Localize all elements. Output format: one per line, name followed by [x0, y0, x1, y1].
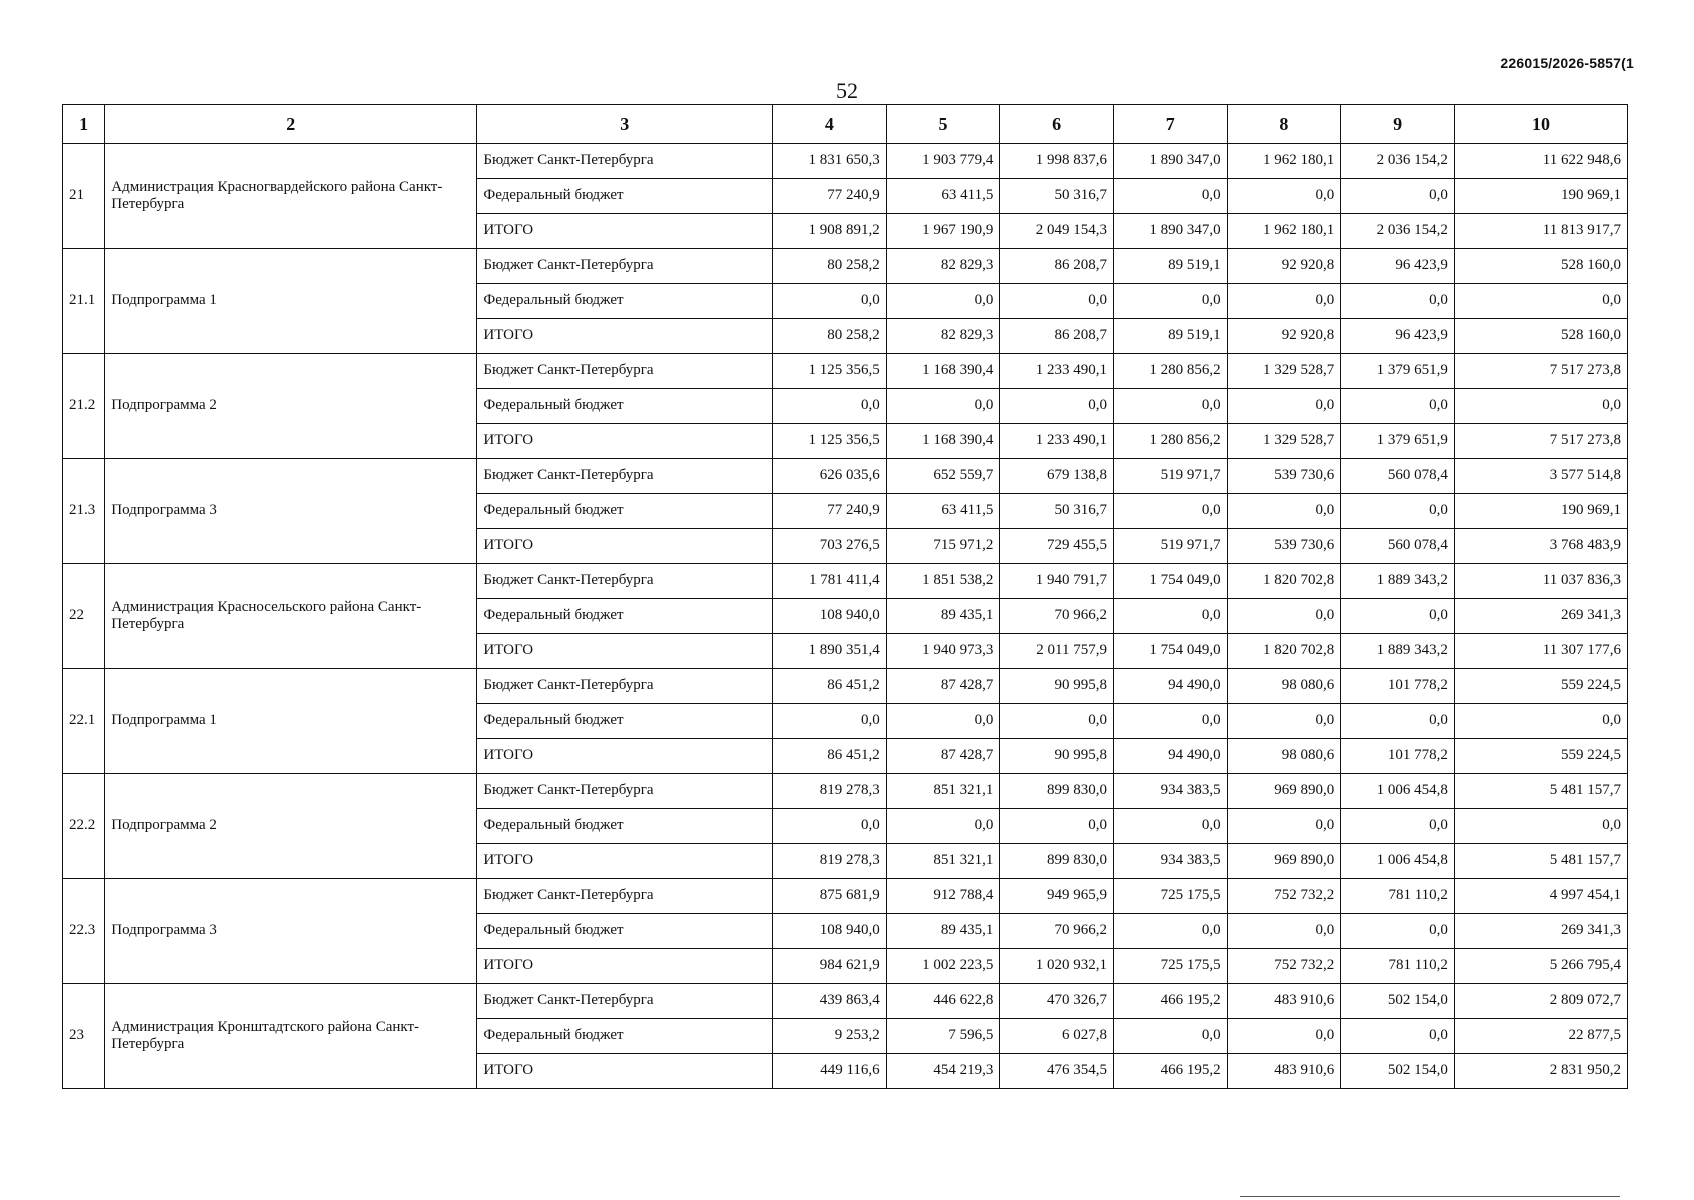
value-cell: 90 995,8 — [1000, 739, 1114, 774]
value-cell: 0,0 — [1113, 1019, 1227, 1054]
table-row — [63, 459, 1628, 494]
table-row — [63, 144, 1628, 179]
value-cell: 50 316,7 — [1000, 494, 1114, 529]
value-cell: 11 307 177,6 — [1454, 634, 1627, 669]
value-cell: 0,0 — [1227, 914, 1341, 949]
value-cell: 0,0 — [1227, 704, 1341, 739]
value-cell: 11 622 948,6 — [1454, 144, 1627, 179]
value-cell: 190 969,1 — [1454, 179, 1627, 214]
value-cell: 819 278,3 — [773, 774, 887, 809]
value-cell: 1 889 343,2 — [1341, 564, 1455, 599]
value-cell: 11 037 836,3 — [1454, 564, 1627, 599]
value-cell: 528 160,0 — [1454, 249, 1627, 284]
value-cell: 108 940,0 — [773, 599, 887, 634]
table-row — [63, 249, 1628, 284]
value-cell: 0,0 — [1113, 179, 1227, 214]
column-header: 6 — [1000, 105, 1114, 144]
value-cell: 269 341,3 — [1454, 599, 1627, 634]
row-name-cell: Подпрограмма 3 — [105, 459, 477, 564]
funding-source-cell: ИТОГО — [477, 844, 773, 879]
value-cell: 1 020 932,1 — [1000, 949, 1114, 984]
value-cell: 77 240,9 — [773, 179, 887, 214]
value-cell: 2 036 154,2 — [1341, 214, 1455, 249]
value-cell: 5 481 157,7 — [1454, 774, 1627, 809]
value-cell: 92 920,8 — [1227, 319, 1341, 354]
value-cell: 90 995,8 — [1000, 669, 1114, 704]
value-cell: 1 962 180,1 — [1227, 144, 1341, 179]
value-cell: 1 781 411,4 — [773, 564, 887, 599]
value-cell: 1 851 538,2 — [886, 564, 1000, 599]
value-cell: 470 326,7 — [1000, 984, 1114, 1019]
funding-source-cell: Федеральный бюджет — [477, 284, 773, 319]
value-cell: 0,0 — [1000, 809, 1114, 844]
funding-source-cell: ИТОГО — [477, 424, 773, 459]
value-cell: 70 966,2 — [1000, 914, 1114, 949]
value-cell: 899 830,0 — [1000, 844, 1114, 879]
value-cell: 0,0 — [773, 389, 887, 424]
budget-table — [62, 104, 1628, 1089]
value-cell: 98 080,6 — [1227, 669, 1341, 704]
funding-source-cell: Бюджет Санкт-Петербурга — [477, 459, 773, 494]
funding-source-cell: Федеральный бюджет — [477, 914, 773, 949]
value-cell: 559 224,5 — [1454, 739, 1627, 774]
value-cell: 539 730,6 — [1227, 529, 1341, 564]
value-cell: 1 890 351,4 — [773, 634, 887, 669]
value-cell: 86 451,2 — [773, 739, 887, 774]
value-cell: 1 754 049,0 — [1113, 564, 1227, 599]
value-cell: 1 967 190,9 — [886, 214, 1000, 249]
value-cell: 86 208,7 — [1000, 319, 1114, 354]
value-cell: 1 233 490,1 — [1000, 424, 1114, 459]
value-cell: 0,0 — [1113, 599, 1227, 634]
column-header: 10 — [1454, 105, 1627, 144]
value-cell: 3 768 483,9 — [1454, 529, 1627, 564]
value-cell: 715 971,2 — [886, 529, 1000, 564]
row-name-cell: Подпрограмма 2 — [105, 354, 477, 459]
value-cell: 9 253,2 — [773, 1019, 887, 1054]
table-row — [63, 774, 1628, 809]
value-cell: 101 778,2 — [1341, 739, 1455, 774]
value-cell: 87 428,7 — [886, 739, 1000, 774]
value-cell: 1 280 856,2 — [1113, 354, 1227, 389]
value-cell: 559 224,5 — [1454, 669, 1627, 704]
value-cell: 1 890 347,0 — [1113, 214, 1227, 249]
table-header-row — [63, 105, 1628, 144]
value-cell: 725 175,5 — [1113, 949, 1227, 984]
value-cell: 94 490,0 — [1113, 739, 1227, 774]
value-cell: 851 321,1 — [886, 844, 1000, 879]
funding-source-cell: Бюджет Санкт-Петербурга — [477, 249, 773, 284]
value-cell: 703 276,5 — [773, 529, 887, 564]
value-cell: 63 411,5 — [886, 179, 1000, 214]
value-cell: 729 455,5 — [1000, 529, 1114, 564]
value-cell: 70 966,2 — [1000, 599, 1114, 634]
value-cell: 1 820 702,8 — [1227, 564, 1341, 599]
funding-source-cell: ИТОГО — [477, 739, 773, 774]
value-cell: 82 829,3 — [886, 249, 1000, 284]
value-cell: 652 559,7 — [886, 459, 1000, 494]
value-cell: 0,0 — [1227, 179, 1341, 214]
value-cell: 50 316,7 — [1000, 179, 1114, 214]
value-cell: 560 078,4 — [1341, 529, 1455, 564]
funding-source-cell: Федеральный бюджет — [477, 704, 773, 739]
value-cell: 0,0 — [1000, 284, 1114, 319]
value-cell: 851 321,1 — [886, 774, 1000, 809]
value-cell: 87 428,7 — [886, 669, 1000, 704]
value-cell: 454 219,3 — [886, 1054, 1000, 1089]
value-cell: 1 125 356,5 — [773, 354, 887, 389]
value-cell: 0,0 — [1113, 284, 1227, 319]
value-cell: 89 519,1 — [1113, 249, 1227, 284]
value-cell: 0,0 — [1341, 1019, 1455, 1054]
value-cell: 63 411,5 — [886, 494, 1000, 529]
value-cell: 80 258,2 — [773, 319, 887, 354]
value-cell: 875 681,9 — [773, 879, 887, 914]
value-cell: 22 877,5 — [1454, 1019, 1627, 1054]
value-cell: 483 910,6 — [1227, 1054, 1341, 1089]
value-cell: 2 831 950,2 — [1454, 1054, 1627, 1089]
value-cell: 1 002 223,5 — [886, 949, 1000, 984]
value-cell: 2 049 154,3 — [1000, 214, 1114, 249]
value-cell: 96 423,9 — [1341, 249, 1455, 284]
value-cell: 1 820 702,8 — [1227, 634, 1341, 669]
value-cell: 1 125 356,5 — [773, 424, 887, 459]
row-number-cell: 22 — [63, 564, 105, 669]
value-cell: 2 011 757,9 — [1000, 634, 1114, 669]
value-cell: 0,0 — [1341, 494, 1455, 529]
table-row — [63, 669, 1628, 704]
value-cell: 899 830,0 — [1000, 774, 1114, 809]
funding-source-cell: Федеральный бюджет — [477, 389, 773, 424]
footer-line — [1240, 1196, 1620, 1199]
funding-source-cell: ИТОГО — [477, 214, 773, 249]
value-cell: 969 890,0 — [1227, 844, 1341, 879]
value-cell: 984 621,9 — [773, 949, 887, 984]
funding-source-cell: ИТОГО — [477, 634, 773, 669]
table-body — [63, 144, 1628, 1089]
value-cell: 3 577 514,8 — [1454, 459, 1627, 494]
value-cell: 1 006 454,8 — [1341, 844, 1455, 879]
value-cell: 7 596,5 — [886, 1019, 1000, 1054]
row-number-cell: 22.1 — [63, 669, 105, 774]
row-number-cell: 21 — [63, 144, 105, 249]
funding-source-cell: Федеральный бюджет — [477, 809, 773, 844]
value-cell: 0,0 — [886, 704, 1000, 739]
value-cell: 466 195,2 — [1113, 1054, 1227, 1089]
value-cell: 912 788,4 — [886, 879, 1000, 914]
value-cell: 0,0 — [773, 284, 887, 319]
value-cell: 0,0 — [1227, 1019, 1341, 1054]
value-cell: 1 908 891,2 — [773, 214, 887, 249]
value-cell: 11 813 917,7 — [1454, 214, 1627, 249]
document-id: 226015/2026-5857(1 — [1500, 55, 1634, 71]
value-cell: 2 036 154,2 — [1341, 144, 1455, 179]
value-cell: 1 280 856,2 — [1113, 424, 1227, 459]
value-cell: 1 890 347,0 — [1113, 144, 1227, 179]
funding-source-cell: Бюджет Санкт-Петербурга — [477, 774, 773, 809]
funding-source-cell: ИТОГО — [477, 319, 773, 354]
row-number-cell: 22.3 — [63, 879, 105, 984]
funding-source-cell: Бюджет Санкт-Петербурга — [477, 144, 773, 179]
value-cell: 0,0 — [1454, 389, 1627, 424]
value-cell: 2 809 072,7 — [1454, 984, 1627, 1019]
value-cell: 1 379 651,9 — [1341, 424, 1455, 459]
row-name-cell: Администрация Красносельского района Санкт-Петербурга — [105, 564, 477, 669]
page-number: 52 — [836, 78, 858, 103]
value-cell: 0,0 — [1341, 284, 1455, 319]
value-cell: 0,0 — [1113, 809, 1227, 844]
column-header: 1 — [63, 105, 105, 144]
column-header: 7 — [1113, 105, 1227, 144]
value-cell: 190 969,1 — [1454, 494, 1627, 529]
value-cell: 5 481 157,7 — [1454, 844, 1627, 879]
value-cell: 560 078,4 — [1341, 459, 1455, 494]
value-cell: 7 517 273,8 — [1454, 424, 1627, 459]
value-cell: 0,0 — [1454, 284, 1627, 319]
value-cell: 0,0 — [1341, 389, 1455, 424]
table-row — [63, 354, 1628, 389]
value-cell: 0,0 — [773, 704, 887, 739]
value-cell: 539 730,6 — [1227, 459, 1341, 494]
value-cell: 0,0 — [1454, 809, 1627, 844]
table-row — [63, 879, 1628, 914]
value-cell: 0,0 — [773, 809, 887, 844]
value-cell: 0,0 — [1227, 494, 1341, 529]
row-name-cell: Подпрограмма 1 — [105, 669, 477, 774]
value-cell: 439 863,4 — [773, 984, 887, 1019]
value-cell: 0,0 — [1341, 599, 1455, 634]
row-name-cell: Подпрограмма 3 — [105, 879, 477, 984]
value-cell: 1 940 791,7 — [1000, 564, 1114, 599]
column-header: 4 — [773, 105, 887, 144]
value-cell: 0,0 — [1341, 809, 1455, 844]
value-cell: 5 266 795,4 — [1454, 949, 1627, 984]
value-cell: 752 732,2 — [1227, 879, 1341, 914]
value-cell: 1 962 180,1 — [1227, 214, 1341, 249]
funding-source-cell: Федеральный бюджет — [477, 599, 773, 634]
value-cell: 96 423,9 — [1341, 319, 1455, 354]
value-cell: 0,0 — [1341, 704, 1455, 739]
row-name-cell: Администрация Кронштадтского района Санкт-Петербурга — [105, 984, 477, 1089]
value-cell: 679 138,8 — [1000, 459, 1114, 494]
value-cell: 1 168 390,4 — [886, 424, 1000, 459]
value-cell: 82 829,3 — [886, 319, 1000, 354]
value-cell: 0,0 — [1227, 599, 1341, 634]
table-row — [63, 564, 1628, 599]
column-header: 3 — [477, 105, 773, 144]
value-cell: 934 383,5 — [1113, 844, 1227, 879]
table-row — [63, 984, 1628, 1019]
value-cell: 1 903 779,4 — [886, 144, 1000, 179]
row-name-cell: Подпрограмма 1 — [105, 249, 477, 354]
value-cell: 819 278,3 — [773, 844, 887, 879]
row-number-cell: 23 — [63, 984, 105, 1089]
value-cell: 949 965,9 — [1000, 879, 1114, 914]
value-cell: 108 940,0 — [773, 914, 887, 949]
value-cell: 89 435,1 — [886, 914, 1000, 949]
value-cell: 0,0 — [1227, 284, 1341, 319]
value-cell: 476 354,5 — [1000, 1054, 1114, 1089]
value-cell: 1 998 837,6 — [1000, 144, 1114, 179]
row-number-cell: 21.2 — [63, 354, 105, 459]
value-cell: 0,0 — [1113, 389, 1227, 424]
value-cell: 86 208,7 — [1000, 249, 1114, 284]
funding-source-cell: ИТОГО — [477, 949, 773, 984]
value-cell: 0,0 — [886, 389, 1000, 424]
value-cell: 0,0 — [1227, 389, 1341, 424]
value-cell: 89 435,1 — [886, 599, 1000, 634]
value-cell: 86 451,2 — [773, 669, 887, 704]
value-cell: 1 379 651,9 — [1341, 354, 1455, 389]
value-cell: 101 778,2 — [1341, 669, 1455, 704]
value-cell: 519 971,7 — [1113, 529, 1227, 564]
value-cell: 502 154,0 — [1341, 1054, 1455, 1089]
row-number-cell: 22.2 — [63, 774, 105, 879]
row-name-cell: Администрация Красногвардейского района Санкт-Петербурга — [105, 144, 477, 249]
value-cell: 6 027,8 — [1000, 1019, 1114, 1054]
value-cell: 77 240,9 — [773, 494, 887, 529]
value-cell: 626 035,6 — [773, 459, 887, 494]
funding-source-cell: ИТОГО — [477, 1054, 773, 1089]
value-cell: 449 116,6 — [773, 1054, 887, 1089]
value-cell: 1 168 390,4 — [886, 354, 1000, 389]
value-cell: 483 910,6 — [1227, 984, 1341, 1019]
funding-source-cell: Федеральный бюджет — [477, 494, 773, 529]
value-cell: 89 519,1 — [1113, 319, 1227, 354]
row-name-cell: Подпрограмма 2 — [105, 774, 477, 879]
value-cell: 969 890,0 — [1227, 774, 1341, 809]
value-cell: 446 622,8 — [886, 984, 1000, 1019]
value-cell: 92 920,8 — [1227, 249, 1341, 284]
value-cell: 1 329 528,7 — [1227, 354, 1341, 389]
row-number-cell: 21.3 — [63, 459, 105, 564]
value-cell: 502 154,0 — [1341, 984, 1455, 1019]
value-cell: 0,0 — [886, 809, 1000, 844]
value-cell: 781 110,2 — [1341, 949, 1455, 984]
value-cell: 7 517 273,8 — [1454, 354, 1627, 389]
column-header: 5 — [886, 105, 1000, 144]
value-cell: 1 006 454,8 — [1341, 774, 1455, 809]
value-cell: 0,0 — [1113, 704, 1227, 739]
funding-source-cell: Бюджет Санкт-Петербурга — [477, 354, 773, 389]
funding-source-cell: Федеральный бюджет — [477, 179, 773, 214]
value-cell: 0,0 — [1000, 704, 1114, 739]
value-cell: 1 754 049,0 — [1113, 634, 1227, 669]
value-cell: 1 233 490,1 — [1000, 354, 1114, 389]
value-cell: 0,0 — [1000, 389, 1114, 424]
value-cell: 0,0 — [1113, 494, 1227, 529]
funding-source-cell: Бюджет Санкт-Петербурга — [477, 564, 773, 599]
value-cell: 725 175,5 — [1113, 879, 1227, 914]
value-cell: 0,0 — [1227, 809, 1341, 844]
value-cell: 4 997 454,1 — [1454, 879, 1627, 914]
row-number-cell: 21.1 — [63, 249, 105, 354]
value-cell: 98 080,6 — [1227, 739, 1341, 774]
funding-source-cell: Бюджет Санкт-Петербурга — [477, 879, 773, 914]
value-cell: 1 889 343,2 — [1341, 634, 1455, 669]
value-cell: 80 258,2 — [773, 249, 887, 284]
value-cell: 528 160,0 — [1454, 319, 1627, 354]
value-cell: 94 490,0 — [1113, 669, 1227, 704]
value-cell: 1 940 973,3 — [886, 634, 1000, 669]
value-cell: 0,0 — [1341, 914, 1455, 949]
value-cell: 519 971,7 — [1113, 459, 1227, 494]
value-cell: 269 341,3 — [1454, 914, 1627, 949]
column-header: 8 — [1227, 105, 1341, 144]
value-cell: 0,0 — [1454, 704, 1627, 739]
value-cell: 0,0 — [1113, 914, 1227, 949]
funding-source-cell: Бюджет Санкт-Петербурга — [477, 984, 773, 1019]
value-cell: 781 110,2 — [1341, 879, 1455, 914]
column-header: 9 — [1341, 105, 1455, 144]
value-cell: 1 831 650,3 — [773, 144, 887, 179]
value-cell: 752 732,2 — [1227, 949, 1341, 984]
funding-source-cell: Бюджет Санкт-Петербурга — [477, 669, 773, 704]
value-cell: 1 329 528,7 — [1227, 424, 1341, 459]
value-cell: 0,0 — [1341, 179, 1455, 214]
value-cell: 466 195,2 — [1113, 984, 1227, 1019]
value-cell: 0,0 — [886, 284, 1000, 319]
value-cell: 934 383,5 — [1113, 774, 1227, 809]
funding-source-cell: ИТОГО — [477, 529, 773, 564]
column-header: 2 — [105, 105, 477, 144]
funding-source-cell: Федеральный бюджет — [477, 1019, 773, 1054]
